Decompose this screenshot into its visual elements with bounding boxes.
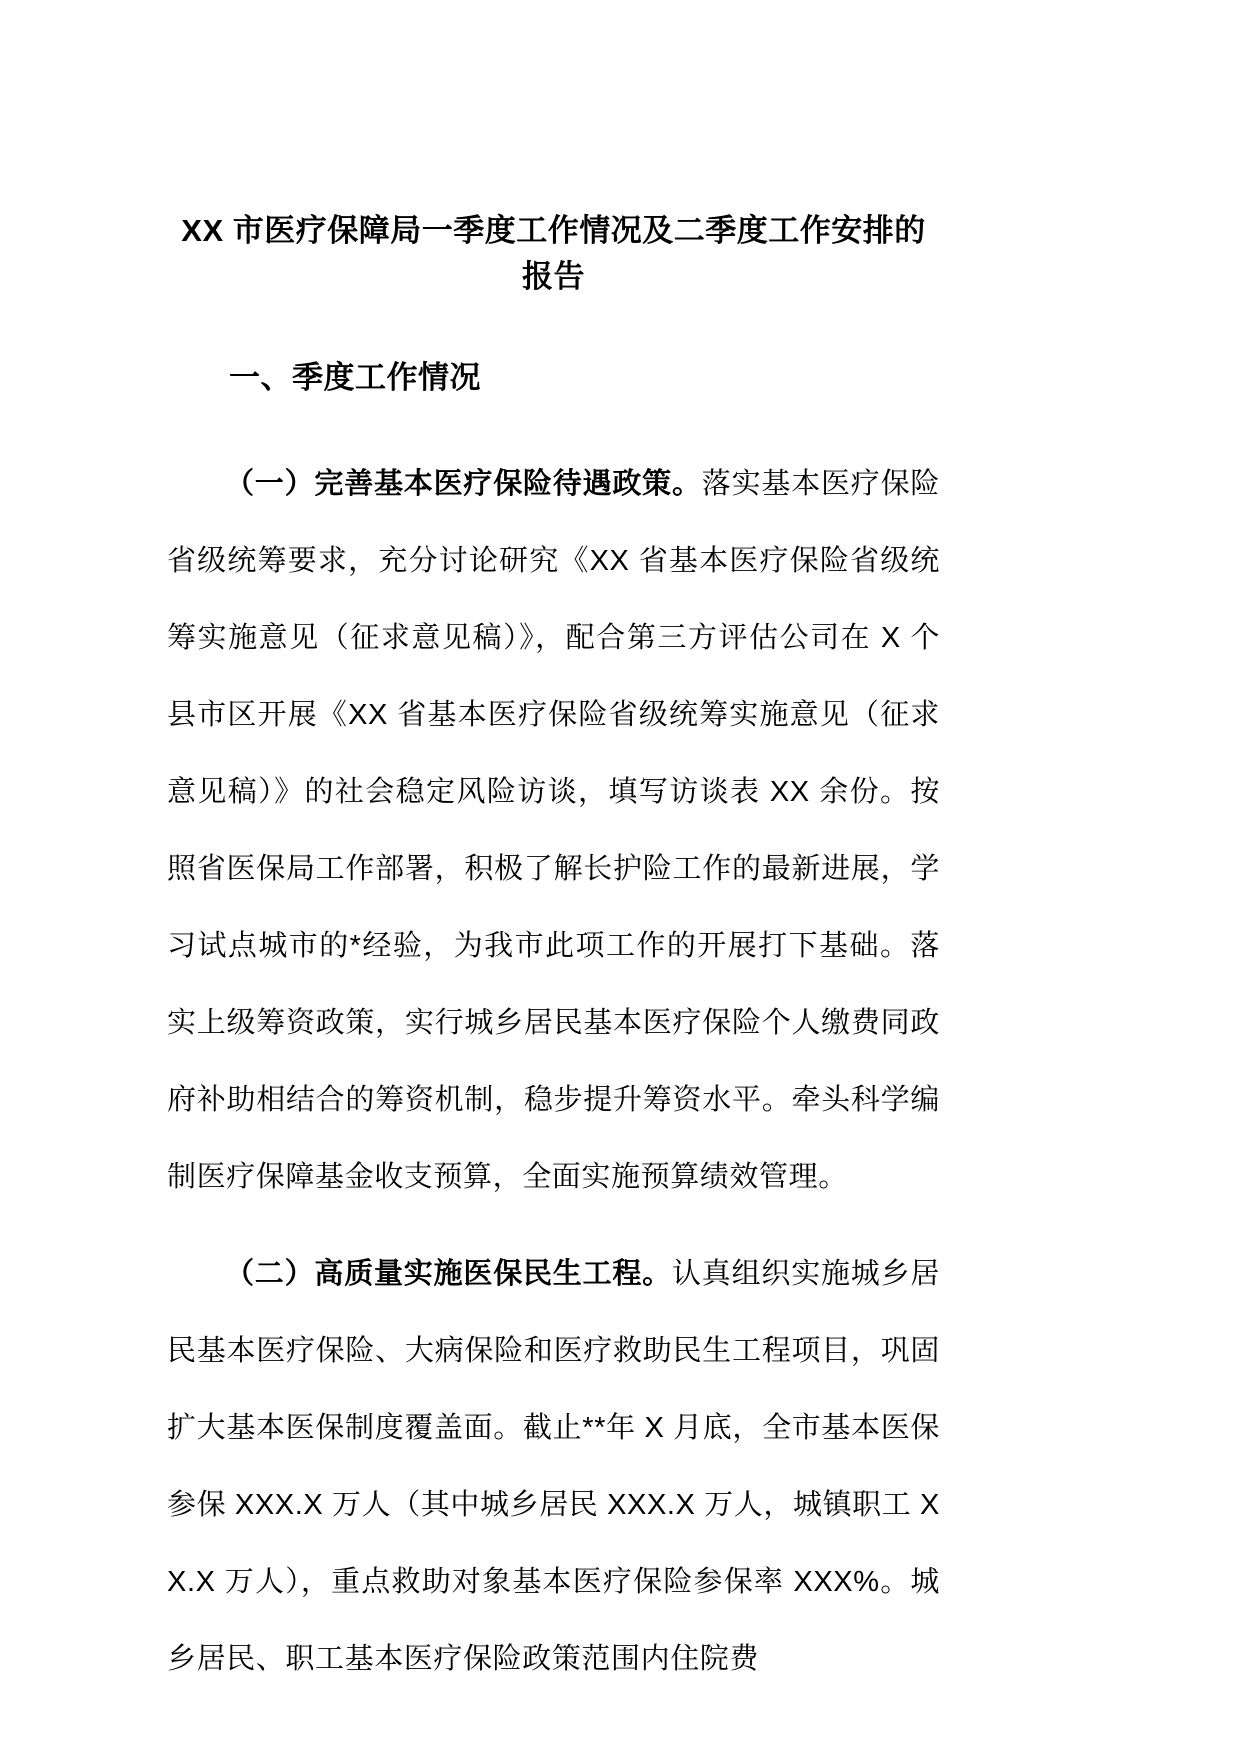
paragraph-2-body: 认真组织实施城乡居民基本医疗保险、大病保险和医疗救助民生工程项目，巩固扩大基本医保制度覆盖面。截止**年 X 月底，全市基本医保参保 XXX.X 万人（其中城乡居民 XXX.X 万人，城镇职工 XX.X 万人），重点救助对象基本医疗保险参保率 XXX%。城乡居民、职工基本医疗保险政策范围内住院费 — [167, 1258, 940, 1675]
paragraph-1 — [167, 446, 940, 1216]
paragraph-2 — [167, 1236, 940, 1698]
paragraph-1-lead: （一）完善基本医疗保险待遇政策。 — [225, 468, 702, 500]
paragraph-2-lead: （二）高质量实施医保民生工程。 — [225, 1258, 672, 1290]
section-heading: 一、季度工作情况 — [229, 360, 481, 395]
document-title: XX 市医疗保障局一季度工作情况及二季度工作安排的报告 — [181, 213, 926, 294]
paragraph-1-body: 落实基本医疗保险省级统筹要求，充分讨论研究《XX 省基本医疗保险省级统筹实施意见（征求意见稿）》，配合第三方评估公司在 X 个县市区开展《XX 省基本医疗保险省级统筹实施意见（征求意见稿）》的社会稳定风险访谈，填写访谈表 XX 余份。按照省医保局工作部署，积极了解长护险工作的最新进展，学习试点城市的*经验，为我市此项工作的开展打下基础。落实上级筹资政策，实行城乡居民基本医疗保险个人缴费同政府补助相结合的筹资机制，稳步提升筹资水平。牵头科学编制医疗保障基金收支预算，全面实施预算绩效管理。 — [167, 468, 940, 1193]
